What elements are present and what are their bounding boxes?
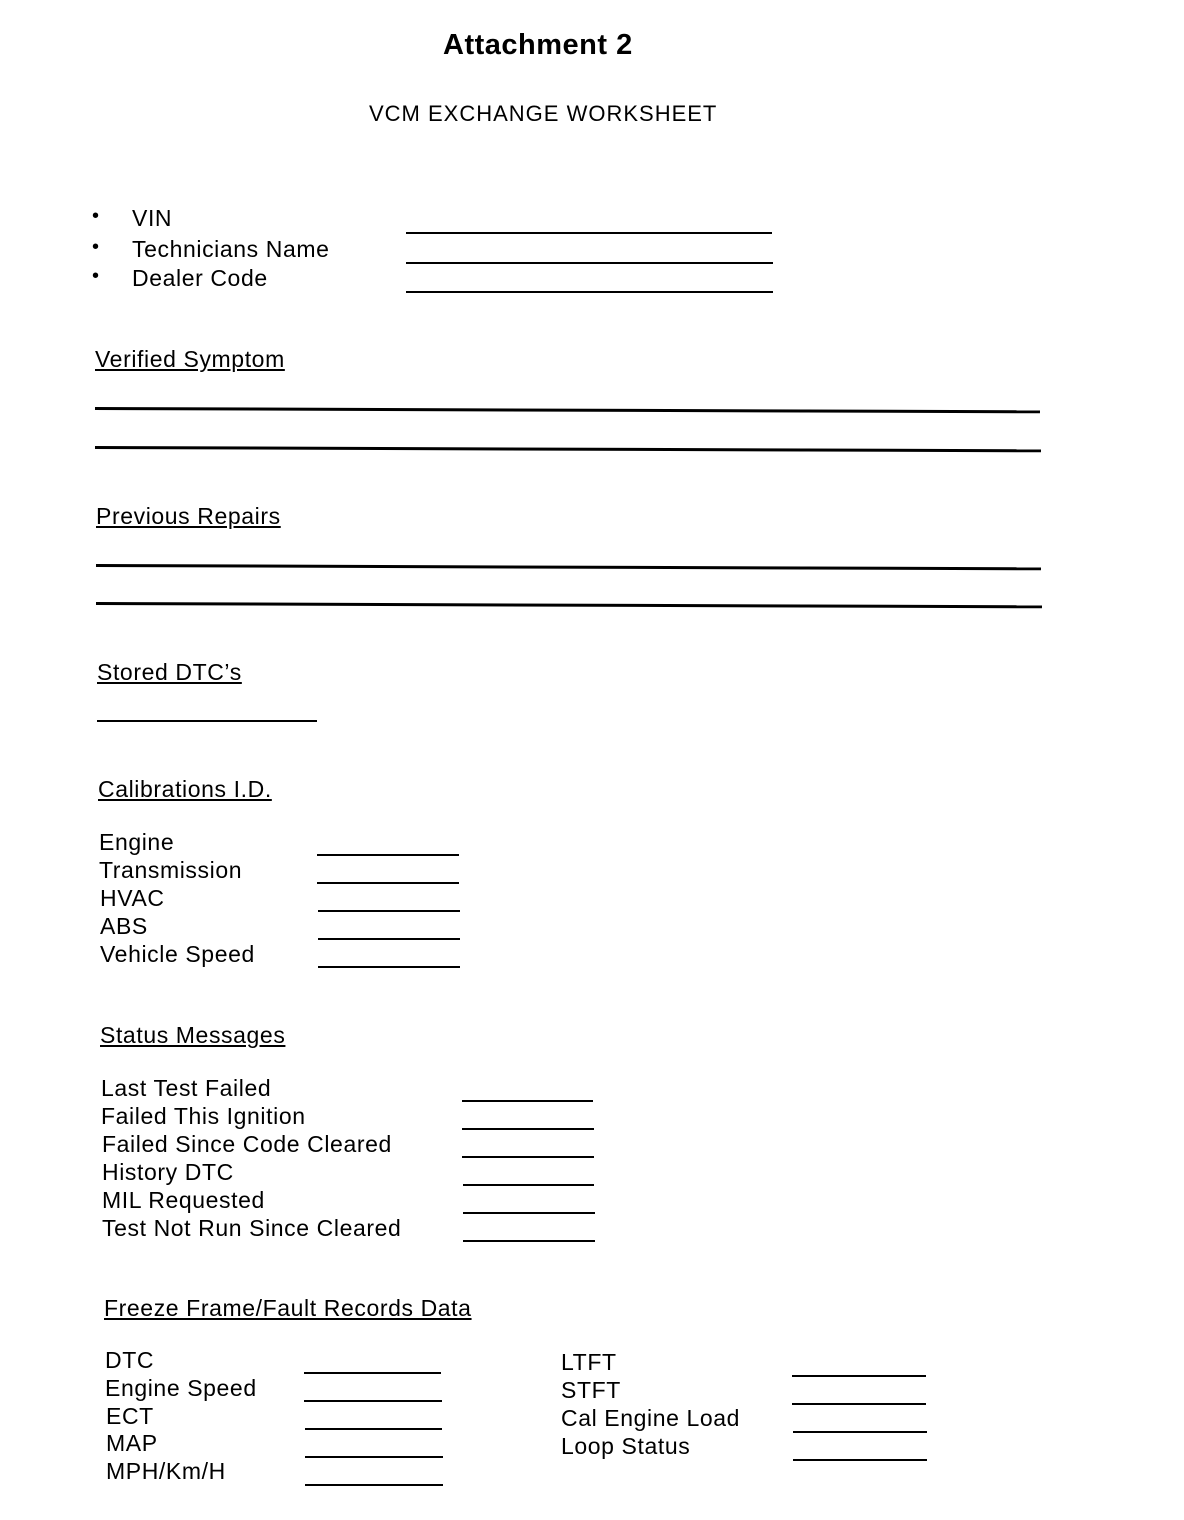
technician-name-label: Technicians Name [132,236,330,262]
freeze-ltft-field[interactable] [792,1375,926,1377]
status-test-not-run-field[interactable] [463,1240,595,1242]
calibration-engine-label: Engine [99,829,175,855]
status-history-dtc-label: History DTC [102,1159,234,1185]
dealer-code-field[interactable] [406,291,773,293]
freeze-mph-field[interactable] [305,1484,443,1486]
stored-dtcs-heading: Stored DTC’s [97,659,242,685]
status-failed-since-code-cleared-field[interactable] [462,1156,594,1158]
calibration-hvac-field[interactable] [318,910,460,912]
previous-repairs-heading: Previous Repairs [96,503,281,529]
status-mil-requested-label: MIL Requested [102,1187,265,1213]
calibration-vehicle-speed-field[interactable] [318,966,460,968]
freeze-ect-field[interactable] [305,1428,442,1430]
calibration-engine-field[interactable] [317,854,459,856]
vin-field[interactable] [406,232,772,234]
freeze-ect-label: ECT [106,1403,154,1429]
page-title: Attachment 2 [443,29,633,61]
calibration-abs-label: ABS [100,913,148,939]
dealer-code-label: Dealer Code [132,265,268,291]
calibration-abs-field[interactable] [318,938,460,940]
status-test-not-run-label: Test Not Run Since Cleared [102,1215,402,1241]
freeze-mph-label: MPH/Km/H [106,1458,226,1484]
freeze-map-field[interactable] [305,1456,443,1458]
previous-repairs-line-2[interactable] [96,602,1042,608]
verified-symptom-line-2[interactable] [95,446,1041,452]
calibration-transmission-field[interactable] [317,882,459,884]
status-history-dtc-field[interactable] [463,1184,594,1186]
bullet-dealer: • [92,265,100,287]
vin-label: VIN [132,205,173,231]
status-mil-requested-field[interactable] [463,1212,595,1214]
status-failed-this-ignition-field[interactable] [462,1128,594,1130]
status-failed-since-code-cleared-label: Failed Since Code Cleared [102,1131,392,1157]
status-last-test-failed-label: Last Test Failed [101,1075,272,1101]
freeze-dtc-field[interactable] [304,1372,441,1374]
freeze-ltft-label: LTFT [561,1349,617,1375]
calibration-vehicle-speed-label: Vehicle Speed [100,941,255,967]
freeze-dtc-label: DTC [105,1347,155,1373]
status-messages-heading: Status Messages [100,1022,286,1048]
freeze-engine-speed-label: Engine Speed [105,1375,257,1401]
freeze-loop-status-label: Loop Status [561,1433,691,1459]
verified-symptom-heading: Verified Symptom [95,346,285,372]
bullet-technician: • [92,236,100,258]
worksheet-subtitle: VCM EXCHANGE WORKSHEET [369,101,718,126]
status-failed-this-ignition-label: Failed This Ignition [101,1103,306,1129]
freeze-engine-speed-field[interactable] [304,1400,442,1402]
freeze-loop-status-field[interactable] [793,1459,927,1461]
stored-dtcs-field[interactable] [97,720,317,722]
freeze-cal-engine-load-field[interactable] [793,1431,927,1433]
calibration-transmission-label: Transmission [99,857,243,883]
freeze-stft-field[interactable] [792,1403,926,1405]
verified-symptom-line-1[interactable] [95,407,1040,413]
freeze-map-label: MAP [106,1430,158,1456]
calibrations-heading: Calibrations I.D. [98,776,272,802]
previous-repairs-line-1[interactable] [96,564,1041,570]
bullet-vin: • [92,205,100,227]
freeze-stft-label: STFT [561,1377,621,1403]
freeze-frame-heading: Freeze Frame/Fault Records Data [104,1295,472,1321]
status-last-test-failed-field[interactable] [462,1100,593,1102]
technician-name-field[interactable] [406,262,773,264]
calibration-hvac-label: HVAC [100,885,165,911]
freeze-cal-engine-load-label: Cal Engine Load [561,1405,741,1431]
